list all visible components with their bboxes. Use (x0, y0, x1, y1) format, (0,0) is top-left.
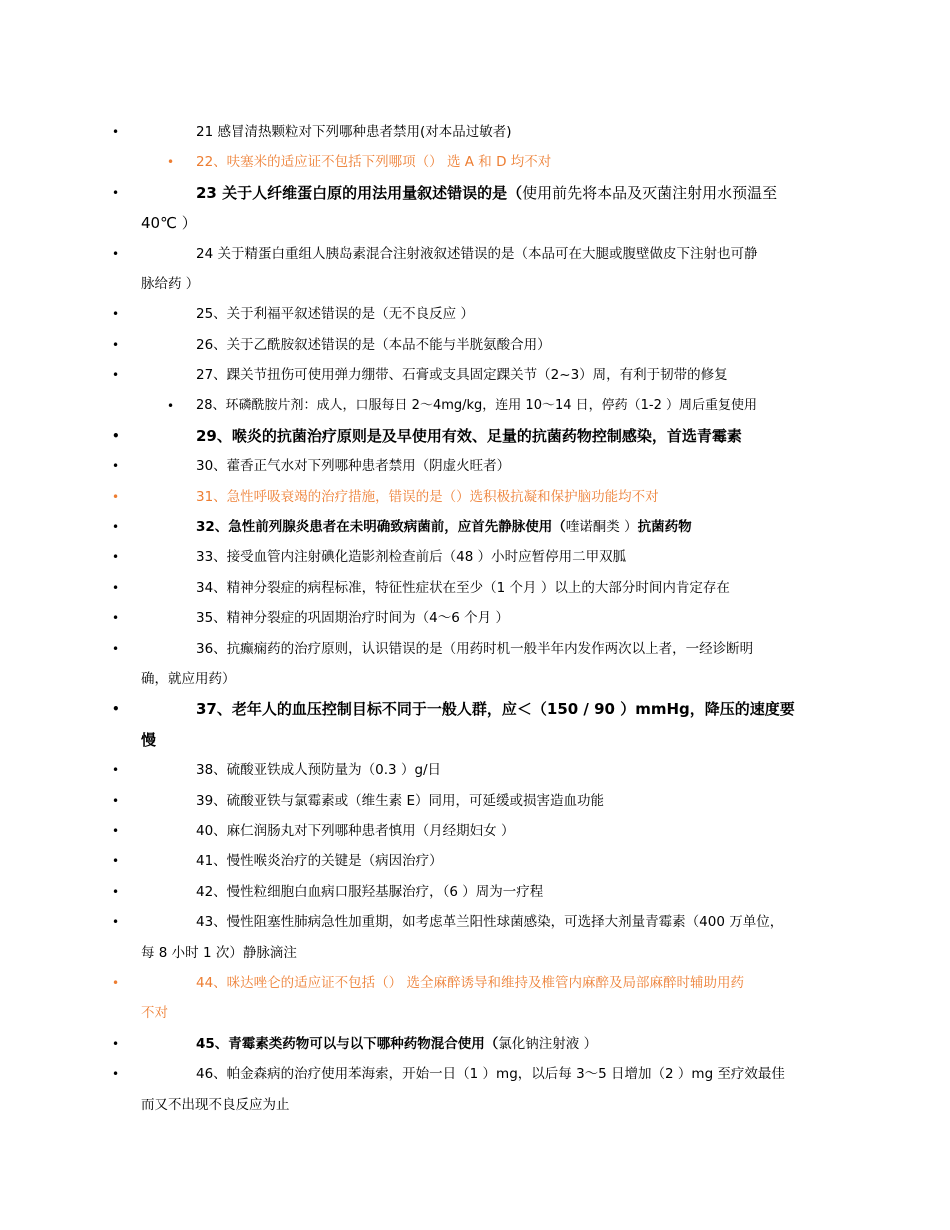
bullet-icon: • (112, 337, 120, 352)
list-item-39 (0, 786, 950, 816)
item-text: 40、麻仁润肠丸对下列哪种患者慎用（月经期妇女 ） (196, 822, 515, 839)
list-item-42 (0, 877, 950, 907)
list-item-32 (0, 512, 950, 542)
bullet-icon: • (112, 884, 120, 899)
item-text: 46、帕金森病的治疗使用苯海索，开始一日（1 ）mg，以后每 3～5 日增加（2 ）mg 至疗效最佳 (196, 1066, 785, 1083)
item-text: 44、咪达唑仑的适应证不包括（） 选全麻醉诱导和维持及椎管内麻醉及局部麻醉时辅助用药 (196, 974, 744, 991)
bullet-icon: • (112, 823, 120, 838)
item-text: 38、硫酸亚铁成人预防量为（0.3 ）g/日 (196, 762, 442, 779)
item-text-continued: 脉给药 ） (141, 275, 200, 292)
bullet-icon: • (112, 763, 120, 778)
bullet-icon: • (112, 125, 120, 139)
list-item-28 (0, 391, 950, 421)
bullet-icon: • (112, 975, 120, 990)
bullet-icon: • (112, 793, 120, 808)
list-item-46 (0, 1059, 950, 1120)
bullet-icon: • (112, 428, 120, 443)
list-item-40 (0, 816, 950, 846)
list-item-22 (0, 147, 950, 177)
item-text: 39、硫酸亚铁与氯霉素或（维生素 E）同用，可延缓或损害造血功能 (196, 792, 604, 809)
item-text-continued: 而又不出现不良反应为止 (141, 1096, 290, 1113)
item-text: 37、老年人的血压控制目标不同于一般人群，应＜（150 / 90 ）mmHg，降压的速度要 (196, 700, 795, 719)
bullet-icon: • (112, 489, 120, 504)
list-item-26 (0, 330, 950, 360)
item-text: 33、接受血管内注射碘化造影剂检查前后（48 ）小时应暂停用二甲双胍 (196, 549, 627, 566)
bullet-icon: • (167, 398, 175, 413)
item-text: 42、慢性粒细胞白血病口服羟基脲治疗，（6 ）周为一疗程 (196, 883, 544, 900)
item-text: 22、呋塞米的适应证不包括下列哪项（） 选 A 和 D 均不对 (196, 154, 552, 171)
list-item-21 (0, 117, 950, 147)
bullet-icon: • (112, 702, 120, 717)
bullet-icon: • (112, 185, 120, 200)
item-text: 31、急性呼吸衰竭的治疗措施，错误的是（）选积极抗凝和保护脑功能均不对 (196, 488, 659, 505)
list-item-37 (0, 694, 950, 755)
bullet-icon: • (167, 155, 175, 170)
bullet-icon: • (112, 854, 120, 869)
item-text-continued: 确，就应用药） (141, 671, 236, 688)
bullet-icon: • (112, 641, 120, 656)
list-item-25 (0, 299, 950, 329)
list-item-34 (0, 573, 950, 603)
item-text: 26、关于乙酰胺叙述错误的是（本品不能与半胱氨酸合用） (196, 336, 551, 353)
answer-text: 喹诺酮类 ） (565, 519, 638, 536)
bullet-icon: • (112, 520, 120, 535)
list-item-36 (0, 634, 950, 695)
list-item-35 (0, 603, 950, 633)
list-item-33 (0, 542, 950, 572)
item-text: 24 关于精蛋白重组人胰岛素混合注射液叙述错误的是（本品可在大腿或腹壁做皮下注射也可静 (196, 245, 758, 262)
bullet-icon: • (112, 368, 120, 383)
item-text: 25、关于利福平叙述错误的是（无不良反应 ） (196, 306, 474, 323)
list-item-27 (0, 360, 950, 390)
list-item-29 (0, 421, 950, 451)
list-item-24 (0, 239, 950, 300)
item-text-continued: 40℃ ） (141, 214, 197, 233)
question-text: 23 关于人纤维蛋白原的用法用量叙述错误的是（ (196, 183, 523, 202)
bullet-icon: • (112, 580, 120, 595)
item-text: 21 感冒清热颗粒对下列哪种患者禁用(对本品过敏者) (196, 124, 512, 140)
answer-text: 使用前先将本品及灭菌注射用水预温至 (522, 183, 778, 202)
item-text: 34、精神分裂症的病程标准，特征性症状在至少（1 个月 ）以上的大部分时间内肯定存在 (196, 579, 730, 596)
list-item-23 (0, 178, 950, 239)
answer-text: 氯化钠注射液 ） (498, 1035, 598, 1052)
list-item-43 (0, 907, 950, 968)
item-text: 41、慢性喉炎治疗的关键是（病因治疗） (196, 853, 443, 870)
list-item-38 (0, 755, 950, 785)
document-page (0, 117, 950, 1120)
item-text-continued: 不对 (141, 1005, 168, 1022)
item-text: 35、精神分裂症的巩固期治疗时间为（4～6 个月 ） (196, 610, 509, 627)
list-item-44 (0, 968, 950, 1029)
item-text: 30、藿香正气水对下列哪种患者禁用（阴虚火旺者） (196, 458, 511, 475)
list-item-45 (0, 1029, 950, 1059)
item-text: 27、踝关节扭伤可使用弹力绷带、石膏或支具固定踝关节（2~3）周，有利于韧带的修复 (196, 367, 728, 384)
bullet-icon: • (112, 915, 120, 930)
list-item-30 (0, 451, 950, 481)
bullet-icon: • (112, 550, 120, 565)
item-text: 43、慢性阻塞性肺病急性加重期，如考虑革兰阳性球菌感染，可选择大剂量青霉素（400 万单位， (196, 914, 784, 931)
question-text: 32、急性前列腺炎患者在未明确致病菌前，应首先静脉使用（ (196, 519, 566, 536)
list-item-41 (0, 846, 950, 876)
item-text-continued: 每 8 小时 1 次）静脉滴注 (141, 944, 297, 961)
bullet-icon: • (112, 459, 120, 474)
bullet-icon: • (112, 611, 120, 626)
bullet-icon: • (112, 307, 120, 322)
question-text: 45、青霉素类药物可以与以下哪种药物混合使用（ (196, 1035, 499, 1052)
bullet-icon: • (112, 246, 120, 261)
bullet-icon: • (112, 1036, 120, 1051)
item-text: 28、环磷酰胺片剂：成人，口服每日 2～4mg/kg，连用 10～14 日，停药（1-2 ）周后重复使用 (196, 397, 758, 413)
item-text: 29、喉炎的抗菌治疗原则是及早使用有效、足量的抗菌药物控制感染，首选青霉素 (196, 426, 742, 445)
bullet-icon: • (112, 1067, 120, 1082)
list-item-31 (0, 482, 950, 512)
item-text: 36、抗癫痫药的治疗原则，认识错误的是（用药时机一般半年内发作两次以上者，一经诊断明 (196, 640, 754, 657)
question-text-end: 抗菌药物 (637, 519, 692, 536)
item-text-continued: 慢 (141, 730, 157, 749)
